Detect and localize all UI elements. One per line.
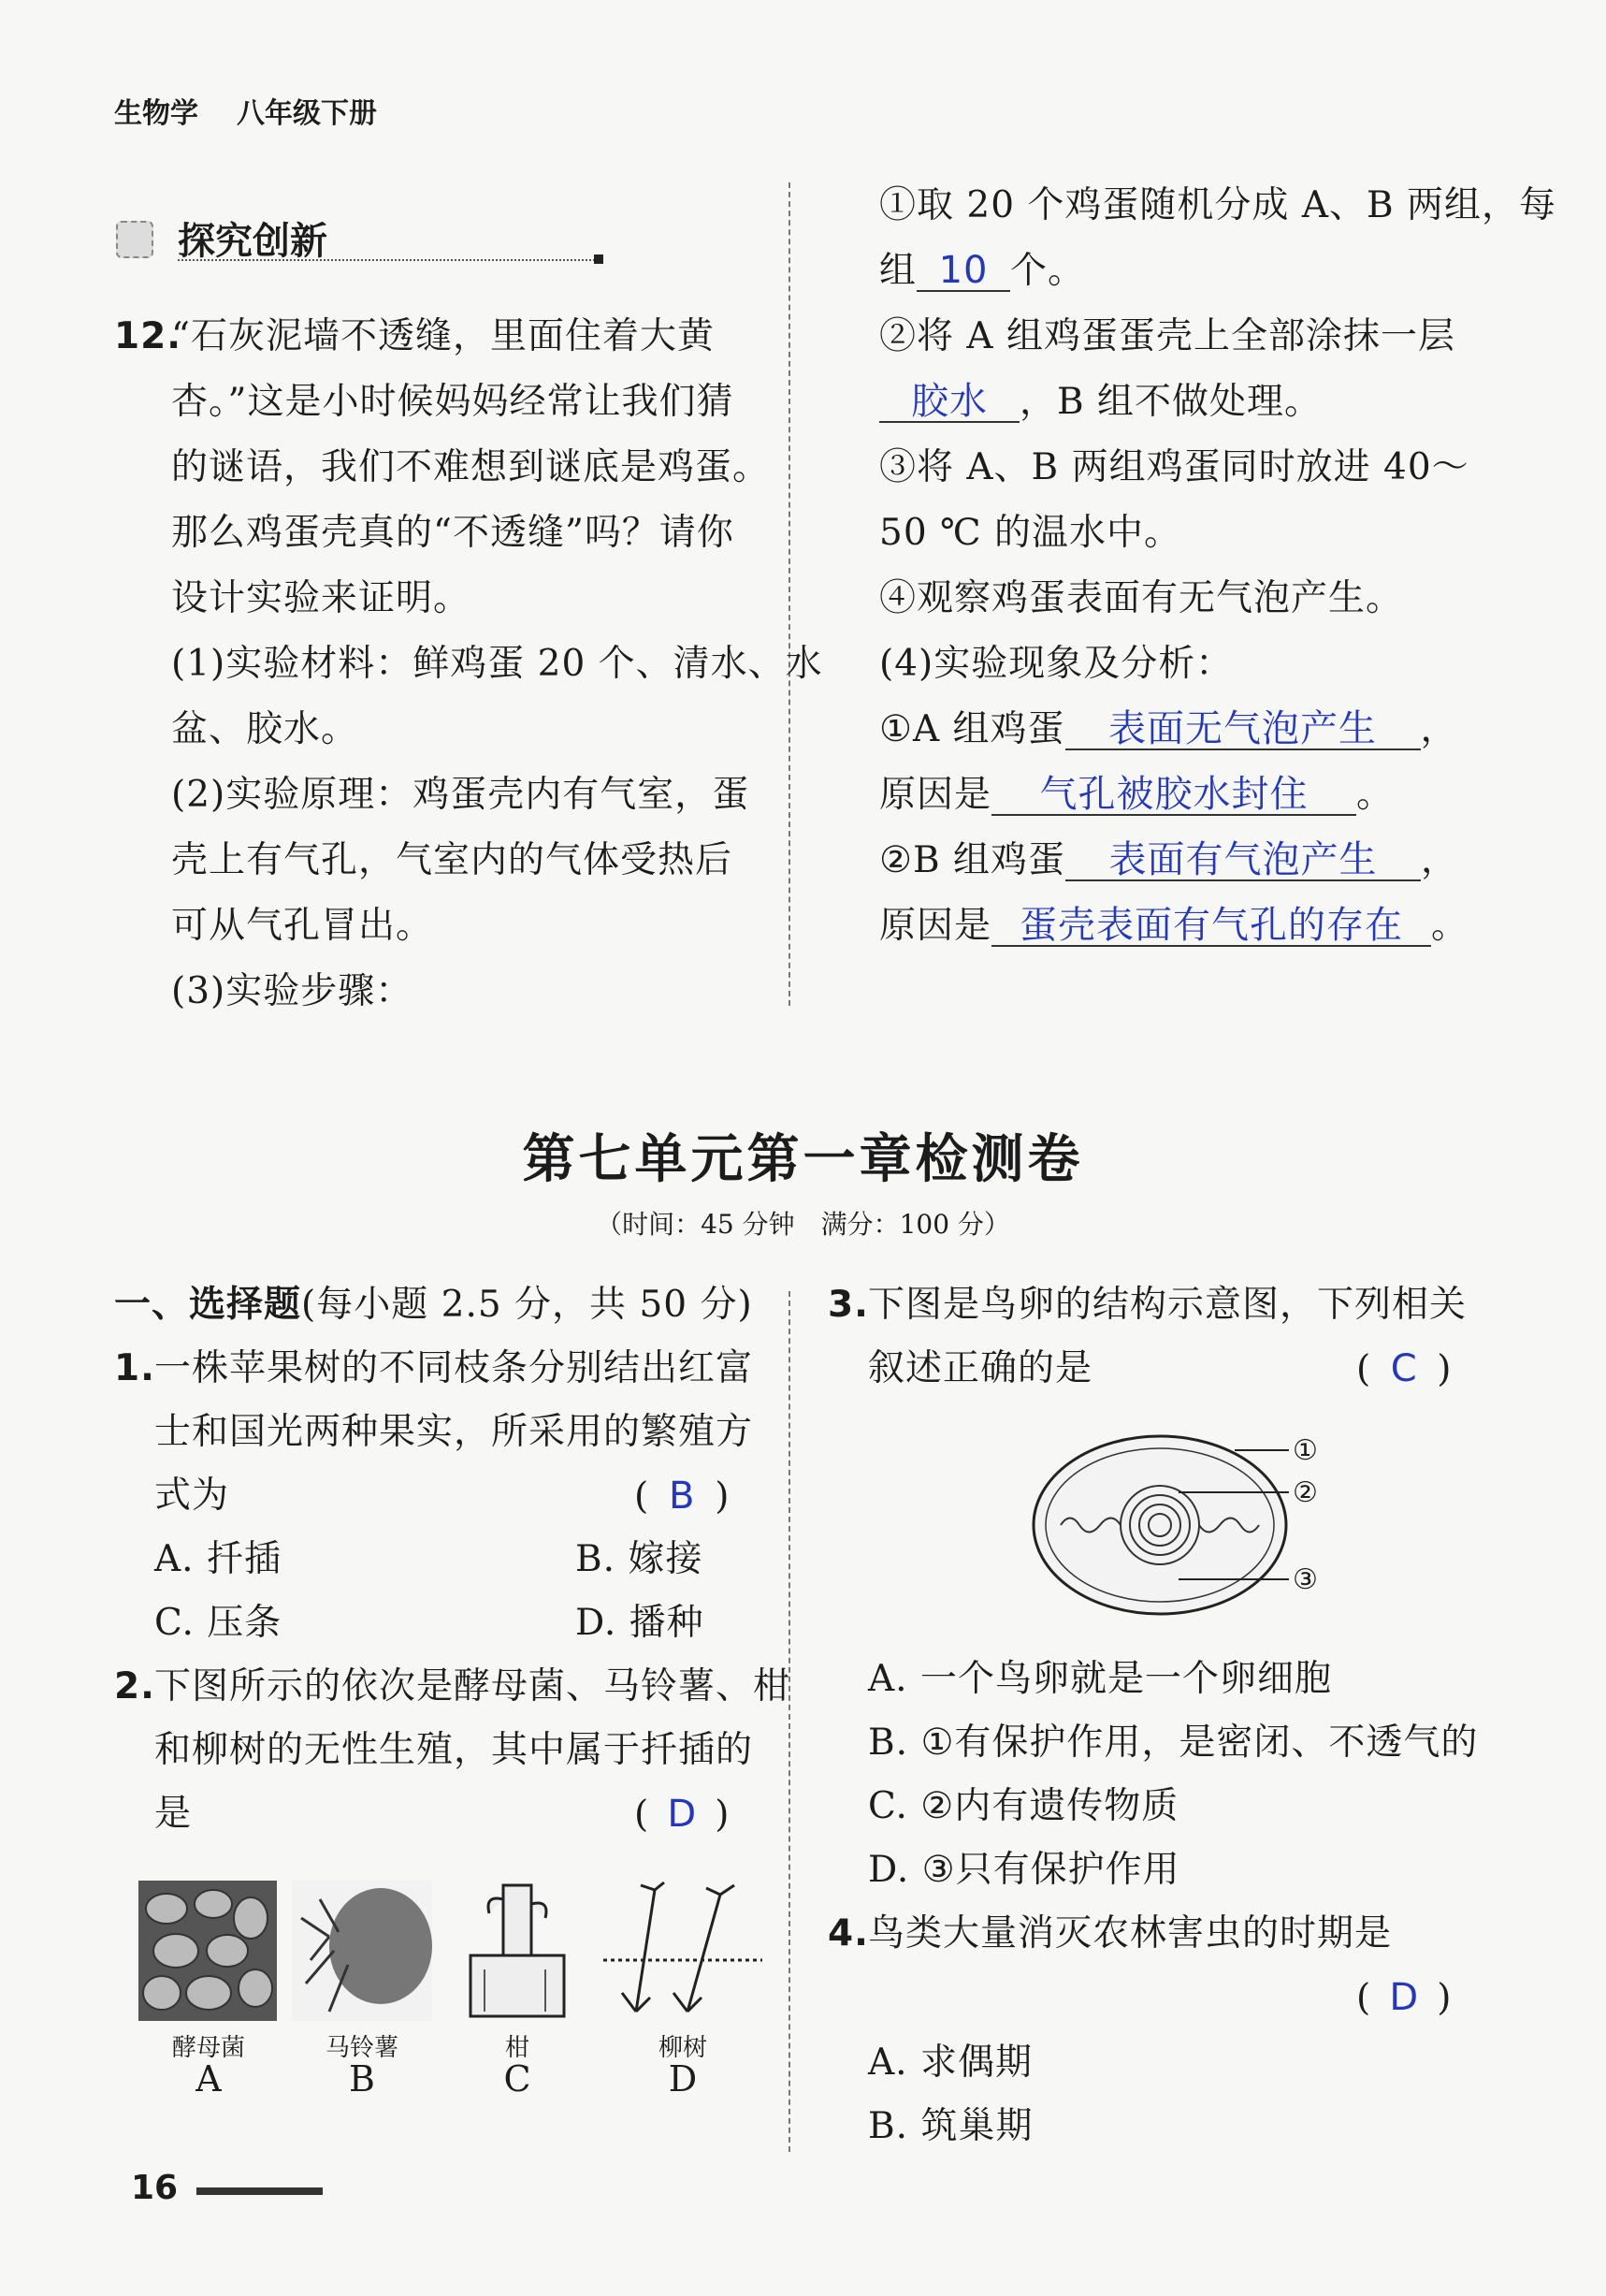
q1-line-1: 一株苹果树的不同枝条分别结出红富: [154, 1347, 754, 1389]
q1-line-3: 式为: [154, 1475, 230, 1517]
q12-line-7: 盆、胶水。: [171, 708, 359, 750]
q12-line-2: 杏。”这是小时候妈妈经常让我们猜: [171, 381, 734, 423]
test-subtitle: （时间：45 分钟 满分：100 分）: [596, 1209, 1010, 1240]
q12-b-answer[interactable]: 表面有气泡产生: [1065, 840, 1421, 881]
q12-step2-answer[interactable]: 胶水: [879, 382, 1020, 423]
q2-caption-c: 柑: [504, 2034, 529, 2062]
section-tag-title: 探究创新: [178, 220, 327, 263]
q2-line-2: 和柳树的无性生殖，其中属于扦插的: [154, 1729, 754, 1771]
q4-answer[interactable]: D: [1389, 1976, 1420, 2019]
q12-step3-line1: ③将 A、B 两组鸡蛋同时放进 40～: [879, 446, 1469, 488]
q1-line-2: 士和国光两种果实，所采用的繁殖方: [154, 1411, 754, 1453]
egg-label-lines: [1160, 1441, 1291, 1591]
q2-answer[interactable]: D: [667, 1793, 698, 1836]
q1-number: 1.: [114, 1347, 155, 1389]
header-subject: 生物学: [114, 97, 198, 130]
q12-line-6: (1)实验材料：鲜鸡蛋 20 个、清水、水: [171, 643, 823, 685]
section-tag-dot: [594, 254, 603, 264]
q1-option-d[interactable]: D. 播种: [575, 1602, 704, 1644]
q12-line-1: “石灰泥墙不透缝，里面住着大黄: [171, 315, 715, 357]
q2-letter-b: B: [349, 2058, 375, 2100]
section-tag-icon: [116, 221, 153, 258]
q3-option-d[interactable]: D. ③只有保护作用: [868, 1849, 1180, 1891]
egg-label-3: ③: [1293, 1563, 1318, 1596]
q12-line-9: 壳上有气孔，气室内的气体受热后: [171, 839, 733, 881]
q3-line-2: 叙述正确的是: [868, 1347, 1093, 1389]
q3-number: 3.: [828, 1284, 869, 1326]
q1-answer[interactable]: B: [668, 1475, 696, 1518]
willow-cutting-image: [599, 1881, 767, 2021]
q2-caption-a: 酵母菌: [171, 2034, 245, 2062]
q12-b-reason: 原因是 蛋壳表面有气孔的存在 。: [879, 904, 1469, 947]
section-tag-rule: [178, 259, 599, 261]
header-grade: 八年级下册: [237, 97, 377, 130]
q3-option-b[interactable]: B. ①有保护作用，是密闭、不透气的: [868, 1722, 1479, 1764]
q12-step1-answer[interactable]: 10: [917, 251, 1010, 292]
q12-step4: ④观察鸡蛋表面有无气泡产生。: [879, 577, 1404, 619]
footer-rule: [196, 2187, 323, 2195]
q12-line-3: 的谜语，我们不难想到谜底是鸡蛋。: [171, 446, 771, 488]
q12-a-observation: ①A 组鸡蛋 表面无气泡产生 ，: [879, 707, 1458, 750]
q2-number: 2.: [114, 1665, 155, 1707]
q2-line-1: 下图所示的依次是酵母菌、马铃薯、柑: [154, 1665, 791, 1707]
page-number: 16: [131, 2169, 179, 2207]
q12-step3-line2: 50 ℃ 的温水中。: [879, 512, 1182, 554]
q12-a-reason: 原因是 气孔被胶水封住 。: [879, 773, 1395, 816]
q2-line-3: 是: [154, 1793, 193, 1835]
q3-answer-bracket: ( C ): [1356, 1347, 1453, 1390]
egg-label-1: ①: [1293, 1434, 1318, 1467]
column-divider-bottom: [789, 1291, 790, 2152]
q2-letter-d: D: [668, 2058, 698, 2100]
q12-line-11: (3)实验步骤：: [171, 970, 413, 1012]
q2-caption-b: 马铃薯: [325, 2034, 398, 2062]
q12-line-5: 设计实验来证明。: [171, 577, 471, 619]
q1-option-b[interactable]: B. 嫁接: [575, 1538, 703, 1580]
q12-b-reason-answer[interactable]: 蛋壳表面有气孔的存在: [991, 906, 1431, 947]
q4-number: 4.: [828, 1912, 869, 1955]
q12-step2-line2: 胶水 ，B 组不做处理。: [879, 379, 1322, 426]
q12-line-10: 可从气孔冒出。: [171, 905, 434, 947]
q4-option-b[interactable]: B. 筑巢期: [868, 2105, 1034, 2147]
q12-a-reason-answer[interactable]: 气孔被胶水封住: [991, 775, 1356, 816]
q12-b-observation: ②B 组鸡蛋 表面有气泡产生 ，: [879, 838, 1459, 881]
egg-label-2: ②: [1293, 1476, 1318, 1509]
q2-answer-bracket: ( D ): [634, 1793, 731, 1836]
q3-option-c[interactable]: C. ②内有遗传物质: [868, 1785, 1179, 1827]
q1-option-c[interactable]: C. 压条: [154, 1602, 282, 1644]
q4-line: 鸟类大量消灭农林害虫的时期是: [868, 1912, 1393, 1955]
q12-step1-line1: ①取 20 个鸡蛋随机分成 A、B 两组，每: [879, 184, 1557, 226]
test-title: 第七单元第一章检测卷: [522, 1129, 1084, 1190]
q3-answer[interactable]: C: [1390, 1347, 1418, 1390]
q1-answer-bracket: ( B ): [634, 1475, 731, 1518]
yeast-image: [138, 1881, 277, 2021]
q12-step1-line2: 组 10 个。: [879, 249, 1086, 292]
q12-line-8: (2)实验原理：鸡蛋壳内有气室，蛋: [171, 774, 750, 816]
q4-answer-bracket: ( D ): [1356, 1976, 1453, 2019]
q4-option-a[interactable]: A. 求偶期: [868, 2042, 1033, 2084]
q3-line-1: 下图是鸟卵的结构示意图，下列相关: [868, 1284, 1468, 1326]
q3-option-a[interactable]: A. 一个鸟卵就是一个卵细胞: [868, 1658, 1332, 1700]
q12-line-4: 那么鸡蛋壳真的“不透缝”吗？请你: [171, 512, 734, 554]
section1-heading: 一、选择题(每小题 2.5 分，共 50 分): [114, 1284, 753, 1326]
q12-part4: (4)实验现象及分析：: [879, 643, 1234, 685]
q2-letter-a: A: [195, 2058, 222, 2100]
q1-option-a[interactable]: A. 扦插: [154, 1538, 282, 1580]
citrus-graft-image: [447, 1881, 587, 2021]
potato-image: [292, 1881, 432, 2021]
q12-a-answer[interactable]: 表面无气泡产生: [1065, 709, 1421, 750]
q12-number: 12.: [114, 315, 182, 357]
q12-step2-line1: ②将 A 组鸡蛋蛋壳上全部涂抹一层: [879, 315, 1455, 357]
q2-caption-d: 柳树: [658, 2034, 707, 2062]
column-divider-top: [789, 182, 790, 1006]
q2-letter-c: C: [503, 2058, 531, 2100]
